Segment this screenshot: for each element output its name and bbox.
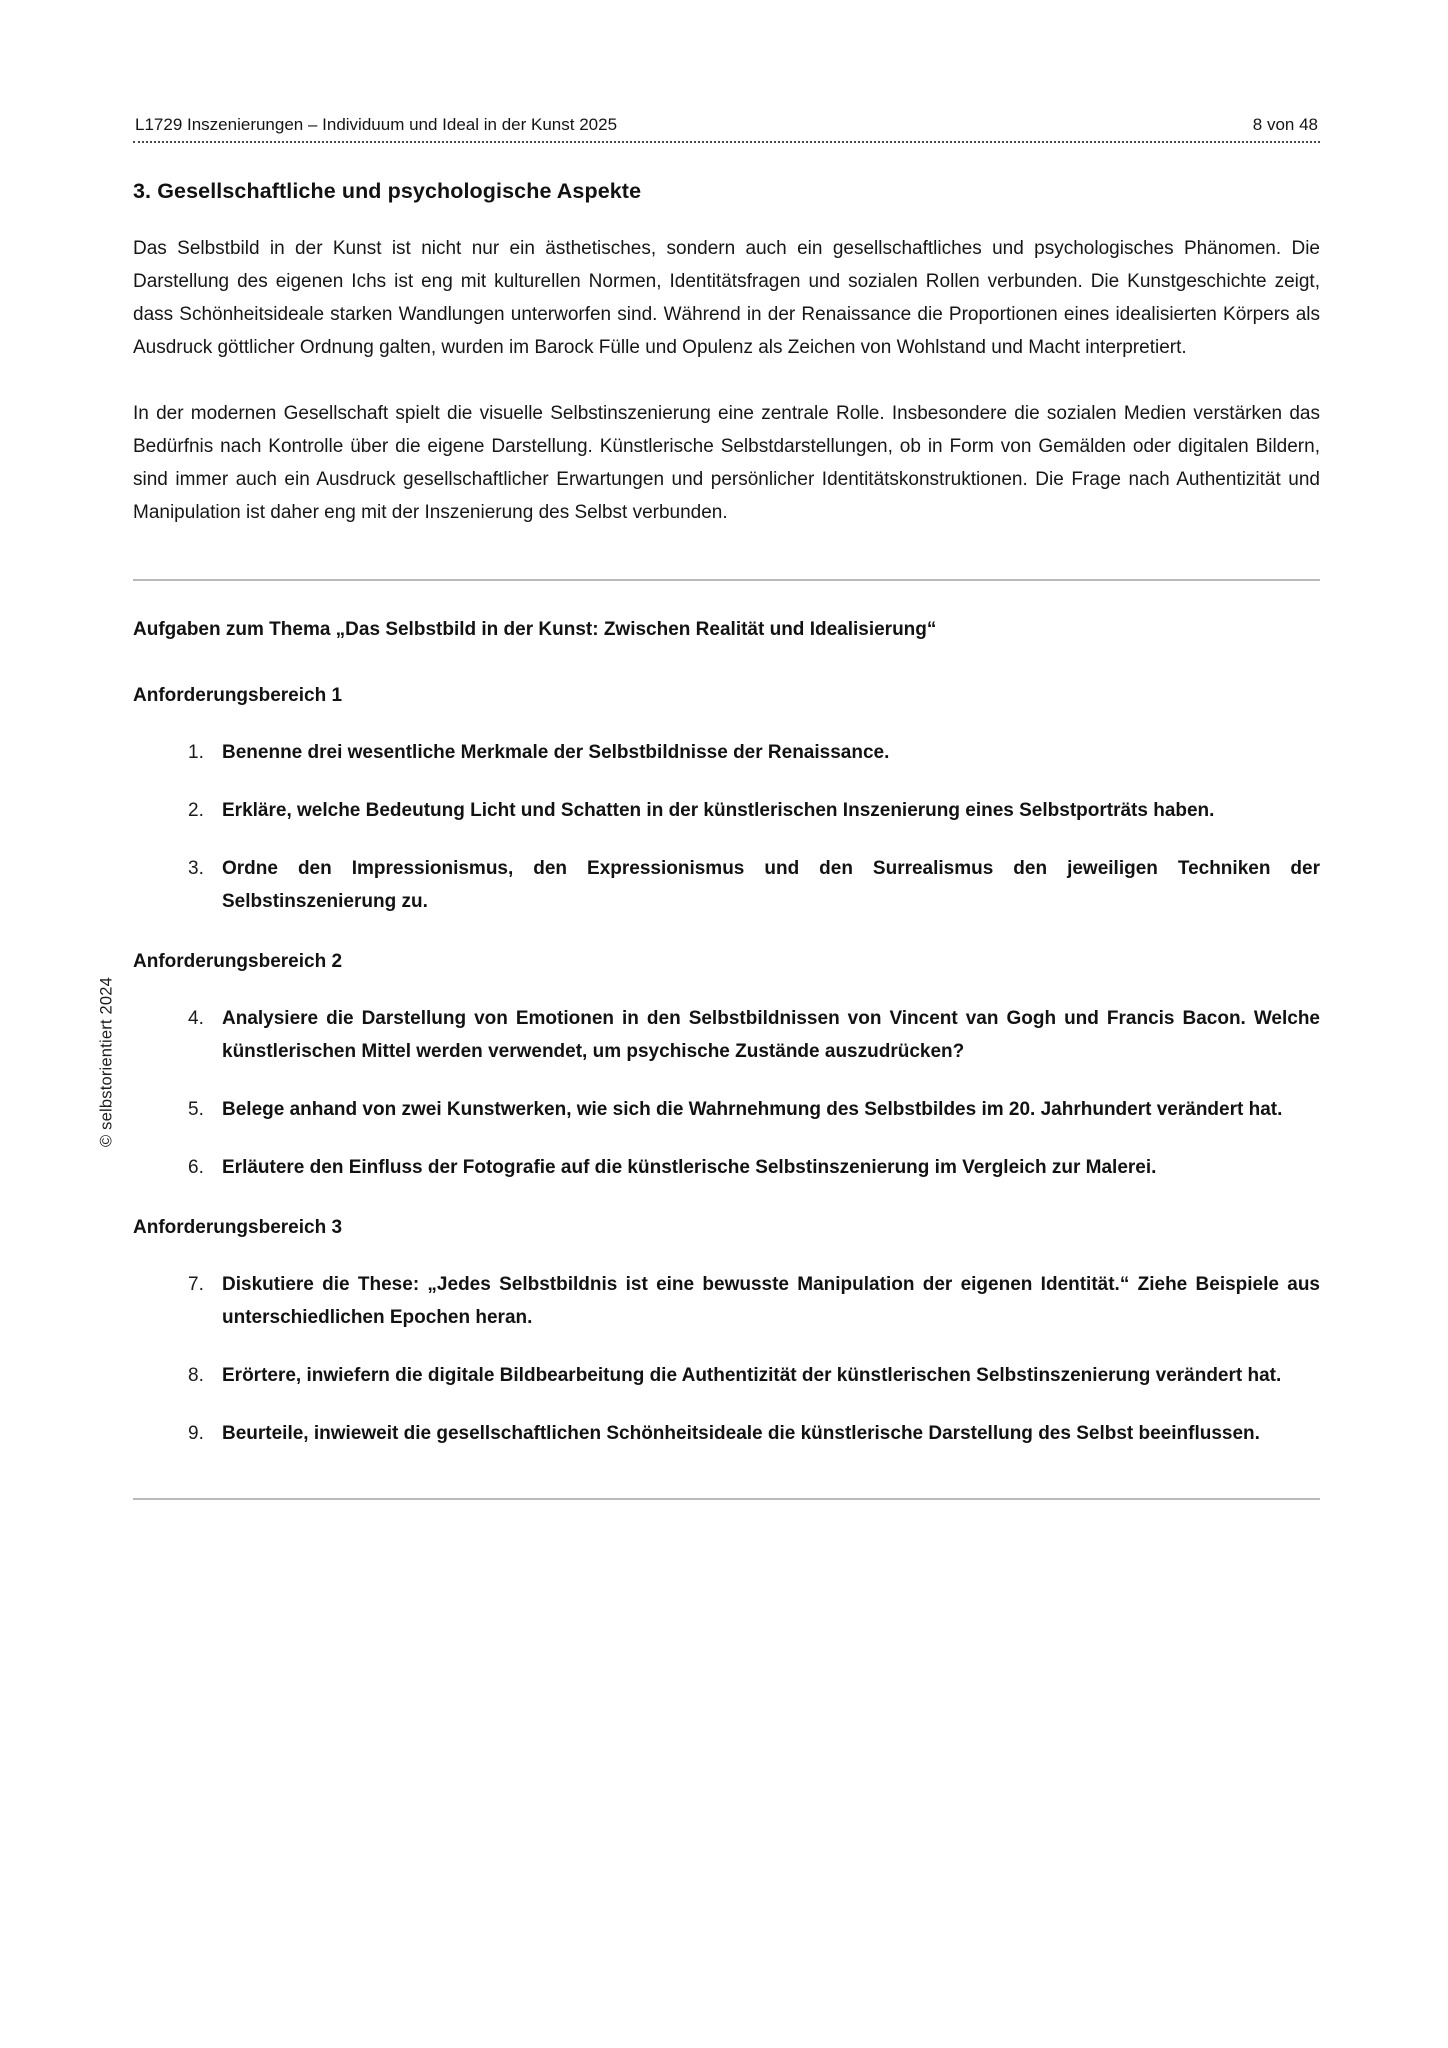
task-number: 2. — [188, 800, 204, 821]
task-number: 9. — [188, 1423, 204, 1444]
copyright-vertical-text: © selbstorientiert 2024 — [97, 977, 116, 1147]
divider-bottom — [133, 1498, 1320, 1500]
task-item-9 — [133, 1417, 1320, 1450]
task-item-8 — [133, 1359, 1320, 1392]
section-heading: 3. Gesellschaftliche und psychologische Aspekte — [133, 179, 642, 203]
tasks-heading: Aufgaben zum Thema „Das Selbstbild in der Kunst: Zwischen Realität und Idealisierung“ — [133, 619, 937, 640]
task-item-4 — [133, 1002, 1320, 1068]
task-text: Belege anhand von zwei Kunstwerken, wie sich die Wahrnehmung des Selbstbildes im 20. Jahrhundert verändert hat. — [222, 1099, 1283, 1120]
divider-top — [133, 579, 1320, 581]
task-number: 1. — [188, 742, 204, 763]
task-number: 8. — [188, 1365, 204, 1386]
task-text: Erläutere den Einfluss der Fotografie auf die künstlerische Selbstinszenierung im Vergleich zur Malerei. — [222, 1157, 1157, 1178]
task-item-2 — [133, 794, 1320, 827]
task-number: 4. — [188, 1008, 204, 1029]
task-text: Beurteile, inwieweit die gesellschaftlichen Schönheitsideale die künstlerische Darstellung des Selbst beeinflussen. — [222, 1423, 1260, 1444]
group-label-anforderungsbereich-1: Anforderungsbereich 1 — [133, 685, 343, 706]
task-number: 5. — [188, 1099, 204, 1120]
document-content — [133, 176, 1320, 1500]
task-number: 6. — [188, 1157, 204, 1178]
group-label-anforderungsbereich-2: Anforderungsbereich 2 — [133, 951, 343, 972]
group-label-anforderungsbereich-3: Anforderungsbereich 3 — [133, 1217, 343, 1238]
page-header — [133, 0, 1320, 143]
task-item-5 — [133, 1093, 1320, 1126]
task-text: Ordne den Impressionismus, den Expressionismus und den Surrealismus den jeweiligen Techniken der Selbstinszenierung zu. — [222, 858, 1320, 912]
task-text: Erkläre, welche Bedeutung Licht und Schatten in der künstlerischen Inszenierung eines Selbstporträts haben. — [222, 800, 1215, 821]
task-text: Diskutiere die These: „Jedes Selbstbildnis ist eine bewusste Manipulation der eigenen Identität.“ Ziehe Beispiele aus unterschiedlichen Epochen heran. — [222, 1274, 1320, 1328]
task-text: Erörtere, inwiefern die digitale Bildbearbeitung die Authentizität der künstlerischen Selbstinszenierung verändert hat. — [222, 1365, 1282, 1386]
paragraph-modern-society: In der modernen Gesellschaft spielt die visuelle Selbstinszenierung eine zentrale Rolle. Insbesondere die sozialen Medien verstärken das Bedürfnis nach Kontrolle über die eigene Darstellung. Künstlerische Selbstdarstellungen, ob in Form von Gemälden oder digitalen Bildern, sind immer auch ein Ausdruck gesellschaftlicher Erwartungen und persönlicher Identitätskonstruktionen. Die Frage nach Authentizität und Manipulation ist daher eng mit der Inszenierung des Selbst verbunden. — [133, 403, 1320, 523]
task-item-6 — [133, 1151, 1320, 1184]
task-text: Analysiere die Darstellung von Emotionen in den Selbstbildnissen von Vincent van Gogh und Francis Bacon. Welche künstlerischen Mittel werden verwendet, um psychische Zustände auszudrücken? — [222, 1008, 1320, 1062]
header-page-number: 8 von 48 — [1252, 115, 1318, 134]
task-item-1 — [133, 736, 1320, 769]
paragraph-selfimage-society: Das Selbstbild in der Kunst ist nicht nur ein ästhetisches, sondern auch ein gesellschaftliches und psychologisches Phänomen. Die Darstellung des eigenen Ichs ist eng mit kulturellen Normen, Identitätsfragen und sozialen Rollen verbunden. Die Kunstgeschichte zeigt, dass Schönheitsideale starken Wandlungen unterworfen sind. Während in der Renaissance die Proportionen eines idealisierten Körpers als Ausdruck göttlicher Ordnung galten, wurden im Barock Fülle und Opulenz als Zeichen von Wohlstand und Macht interpretiert. — [133, 238, 1320, 358]
task-number: 7. — [188, 1274, 204, 1295]
task-item-7 — [133, 1268, 1320, 1334]
header-course-title: L1729 Inszenierungen – Individuum und Ideal in der Kunst 2025 — [135, 115, 618, 134]
task-number: 3. — [188, 858, 204, 879]
task-text: Benenne drei wesentliche Merkmale der Selbstbildnisse der Renaissance. — [222, 742, 890, 763]
task-item-3 — [133, 852, 1320, 918]
